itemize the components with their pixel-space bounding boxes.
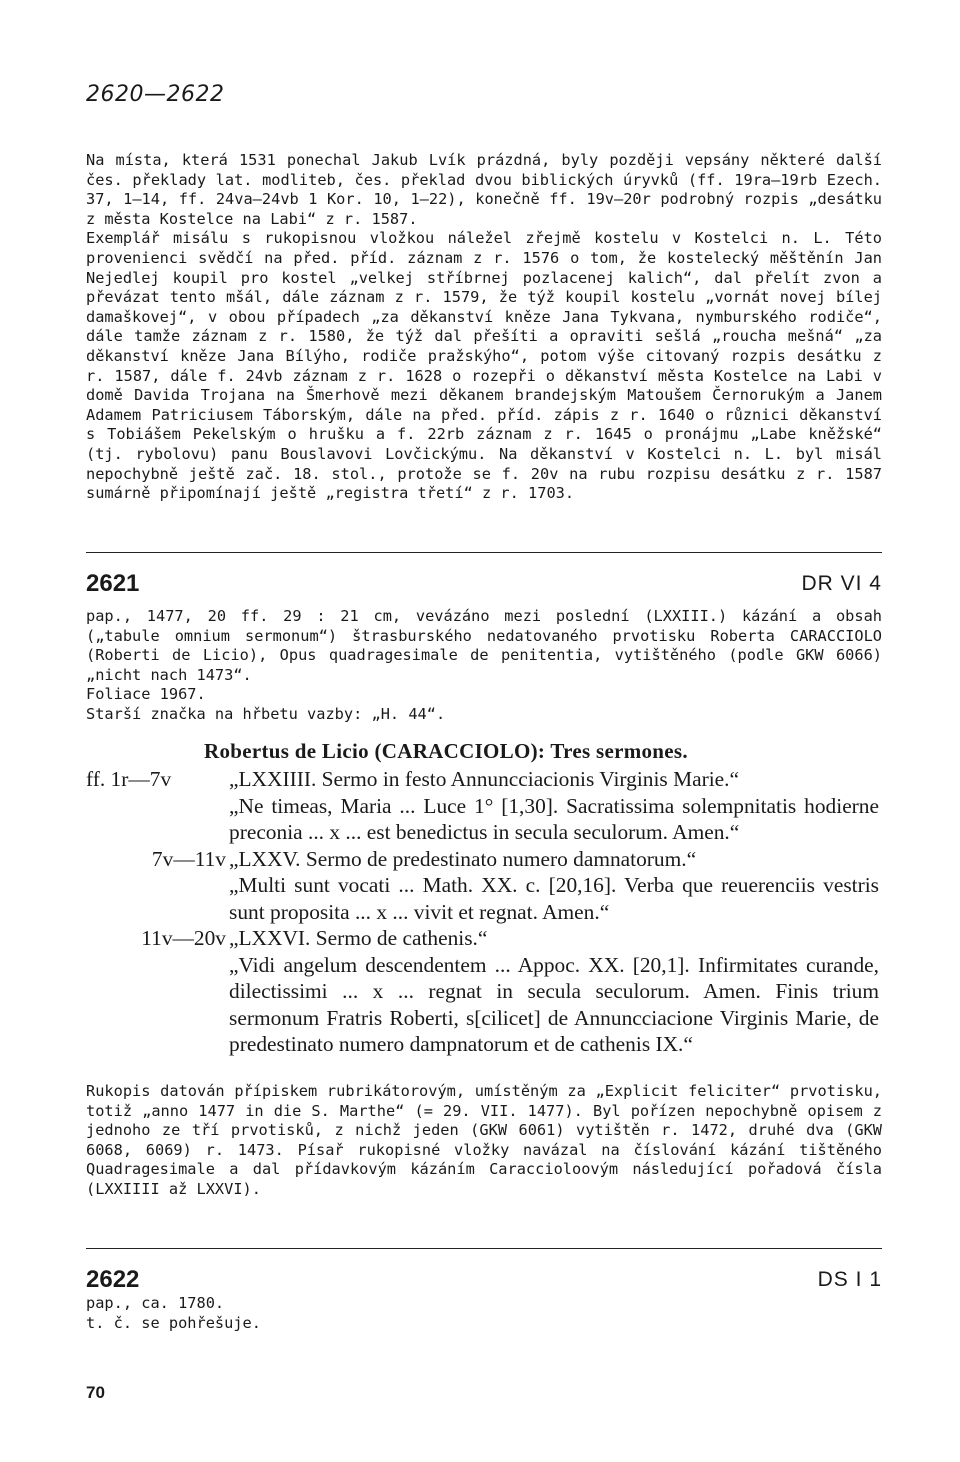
sermon-item xyxy=(86,925,882,1058)
physical-description: pap., 1477, 20 ff. 29 : 21 cm, vevázáno mezi poslední (LXXIII.) kázání a obsah („tabule omnium sermonum“) štrasburského nedatovaného prvotisku Roberta CARACCIOLO (Roberti de Licio), Opus quadragesimale de penitentia, vytištěného (podle GKW 6066) „nicht nach 1473“. xyxy=(86,607,882,684)
sermon-heading: „LXXV. Sermo de predestinato numero damnatorum.“ xyxy=(229,846,697,871)
entry-header xyxy=(86,570,882,598)
sermon-heading: „LXXVI. Sermo de cathenis.“ xyxy=(229,926,488,950)
section-divider xyxy=(86,552,882,553)
folio-range: 7v—11v xyxy=(151,846,226,871)
sermon-incipit-explicit: „Vidi angelum descendentem ... Appoc. XX. [20,1]. Infirmitates curande, dilectissimi ... x ... regnat in secula seculorum. Amen. Finis trium sermonum Fratris Roberti, s[cilicet] de Annuncciacione Virginis Marie, de predestinato numero dampnatorum et de cathenis IX.“ xyxy=(229,952,879,1056)
entry-2620-continuation xyxy=(86,151,882,504)
shelfmark: DS I 1 xyxy=(817,1268,882,1291)
sermon-incipit-explicit: „Multi sunt vocati ... Math. XX. c. [20,16]. Verba que reuerenciis vestris sunt proposita ... x ... vivit et regnat. Amen.“ xyxy=(229,873,879,924)
sermon-list xyxy=(86,766,882,1058)
folio-range: 11v—20v xyxy=(141,926,226,950)
running-head: 2620—2622 xyxy=(86,82,225,107)
shelfmark: DR VI 4 xyxy=(801,572,882,595)
sermon-item xyxy=(86,766,882,846)
old-shelfmark-note: Starší značka na hřbetu vazby: „H. 44“. xyxy=(86,704,446,723)
sermon-text xyxy=(229,766,879,846)
entry-description xyxy=(86,1294,486,1333)
sermon-heading: „LXXIIII. Sermo in festo Annuncciacionis Virginis Marie.“ xyxy=(229,767,739,791)
entry-number: 2621 xyxy=(86,570,140,597)
sermon-item xyxy=(86,846,882,926)
paragraph: Exemplář misálu s rukopisnou vložkou náležel zřejmě kostelu v Kostelci n. L. Této provenienci svědčí na před. příd. záznam z r. 1576 o tom, že kostelecký měštěnín Jan Nejedlej koupil pro kostel „velkej stříbrnej pozlacenej kalich“, dal přelít zvon a převázat tento mšál, dále záznam z r. 1579, že týž koupil kostelu „vornát novej bílej damaškovej“, v obou případech „za děkanství kněze Jana Tykvana, nymburského rodiče“, dále tamže záznam z r. 1580, že týž dal přešíti a opraviti sešlá „roucha mešná“ „za děkanství kněze Jana Bílýho, rodiče pražskýho“, potom výše citovaný rozpis desátku z r. 1587, dále f. 24vb záznam z r. 1628 o rozepři o děkanství města Kostelce na Labi v domě Davida Trojana na Šmerhově mezi děkanem brandejským Matoušem Černorukým a Janem Adamem Patriciusem Táborským, dále na před. příd. zápis z r. 1640 o různici děkanství s Tobiášem Pekelským o hrušku a f. 22rb záznam z r. 1645 o pronájmu „Labe kněžské“ (tj. rybolovu) panu Bouslavovi Lovčickýmu. Na děkanství v Kostelci n. L. byl misál nepochybně ještě zač. 18. stol., protože se f. 20v na rubu rozpisu desátku z r. 1587 sumárně připomínají ještě „registra třetí“ z r. 1703. xyxy=(86,229,882,503)
foliation-note: Foliace 1967. xyxy=(86,685,206,704)
sermon-incipit-explicit: „Ne timeas, Maria ... Luce 1° [1,30]. Sacratissima solempnitatis hodierne preconia ... x ... est benedictus in secula seculorum. Amen.“ xyxy=(229,793,879,844)
work-title: Robertus de Licio (CARACCIOLO): Tres sermones. xyxy=(204,739,688,763)
status-note: t. č. se pohřešuje. xyxy=(86,1313,261,1332)
entry-description xyxy=(86,607,882,725)
paragraph: Na místa, která 1531 ponechal Jakub Lvík prázdná, byly později vepsány některé další čes. překlady lat. modliteb, čes. překlad dvou biblických úryvků (ff. 19ra—19rb Ezech. 37, 1—14, ff. 24va—24vb 1 Kor. 10, 1—22), konečně ff. 19v—20r podrobný rozpis „desátku z města Kostelce na Labi“ z r. 1587. xyxy=(86,151,882,228)
entry-number: 2622 xyxy=(86,1266,140,1293)
entry-commentary xyxy=(86,1082,882,1200)
folio-range: ff. 1r—7v xyxy=(86,767,172,791)
sermon-text xyxy=(229,846,879,926)
page-number: 70 xyxy=(86,1383,105,1402)
entry-header xyxy=(86,1266,882,1294)
sermon-text xyxy=(229,925,879,1058)
physical-description: pap., ca. 1780. xyxy=(86,1294,225,1312)
paragraph: Rukopis datován přípiskem rubrikátorovým, umístěným za „Explicit feliciter“ prvotisku, totiž „anno 1477 in die S. Marthe“ (= 29. VII. 1477). Byl pořízen nepochybně opisem z jednoho ze tří prvotisků, z nichž jeden (GKW 6061) vytištěn r. 1472, druhé dva (GKW 6068, 6069) r. 1473. Písař rukopisné vložky navázal na číslování kázání tištěného Quadragesimale a dal přídavkovým kázáním Caraccioloovým následující pořadová čísla (LXXIIII až LXXVI). xyxy=(86,1082,882,1198)
section-divider xyxy=(86,1248,882,1249)
